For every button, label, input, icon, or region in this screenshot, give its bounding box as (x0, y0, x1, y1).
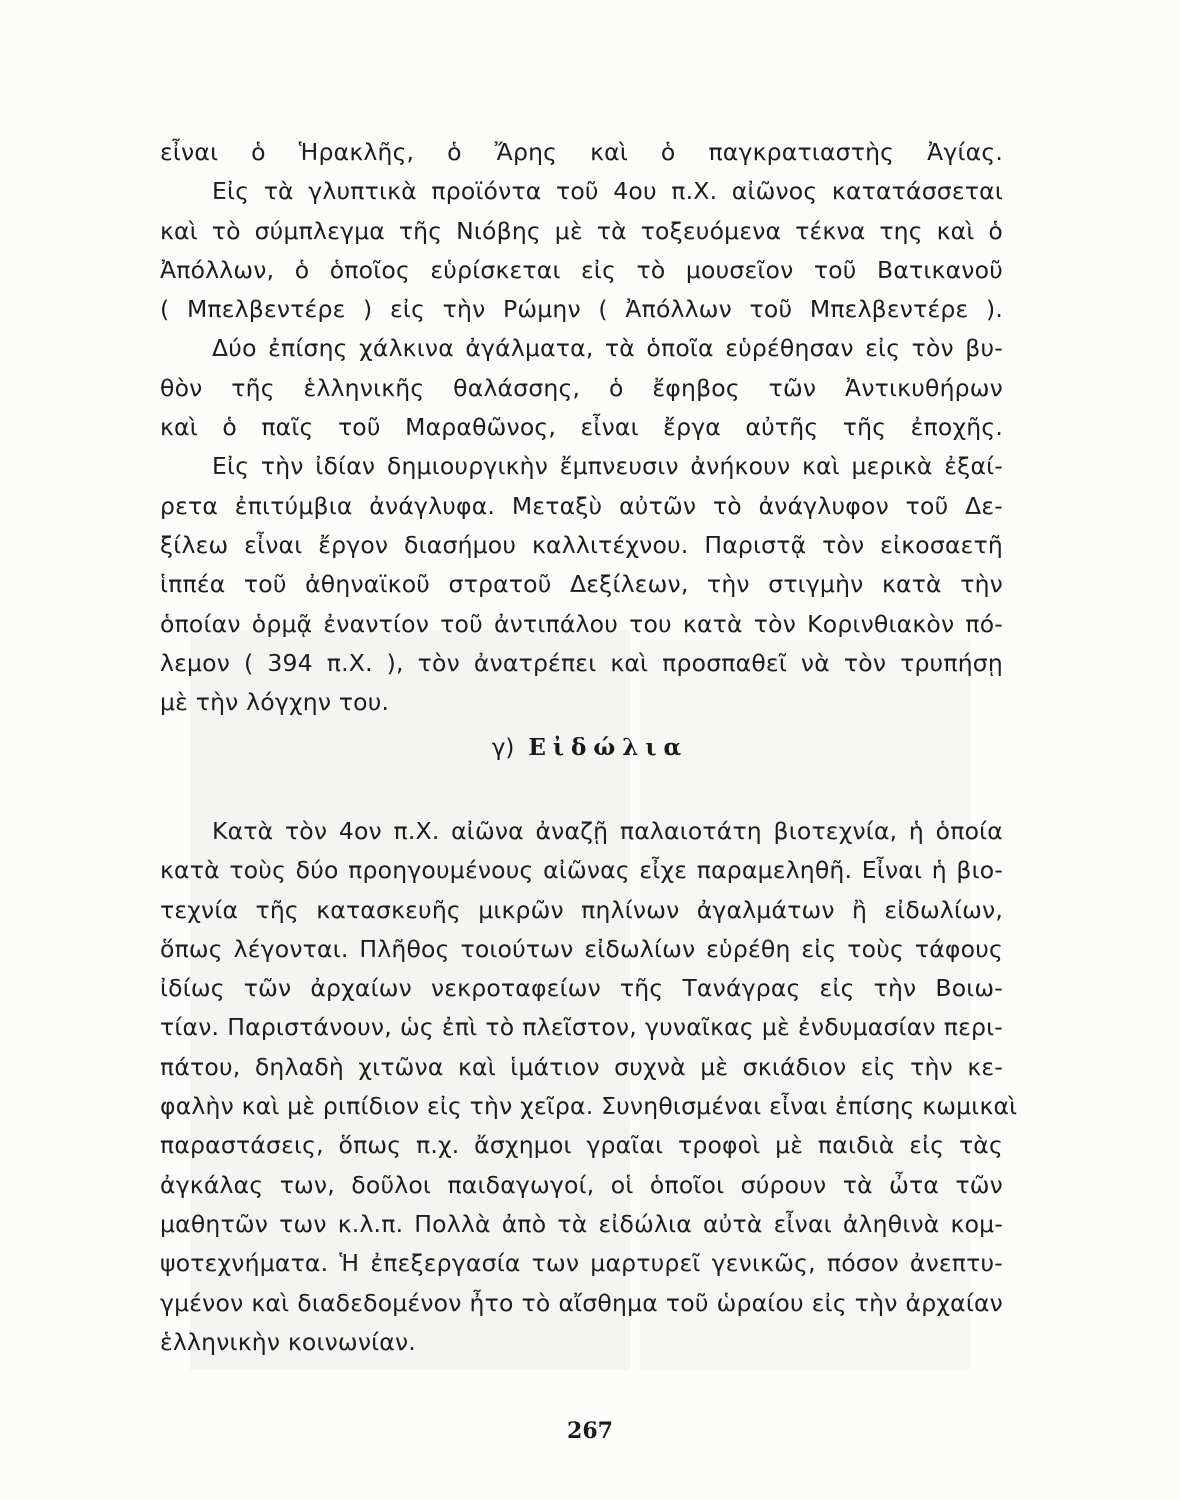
section-heading (0, 734, 1180, 761)
text-line: πάτου, δηλαδὴ χιτῶνα καὶ ἱμάτιον συχνὰ μὲ σκιάδιον εἰς τὴν κε- (160, 1052, 1003, 1081)
text-line: ἀγκάλας των, δοῦλοι παιδαγωγοί, οἱ ὁποῖοι σύρουν τὰ ὦτα τῶν (160, 1170, 1003, 1199)
text-line: κατὰ τοὺς δύο προηγουμένους αἰῶνας εἶχε παραμεληθῆ. Εἶναι ἡ βιο- (160, 856, 1003, 885)
text-line: Δύο ἐπίσης χάλκινα ἀγάλματα, τὰ ὁποῖα εὑρέθησαν εἰς τὸν βυ- (212, 334, 1003, 363)
text-line: θὸν τῆς ἑλληνικῆς θαλάσσης, ὁ ἔφηβος τῶν Ἀντικυθήρων (160, 373, 1003, 402)
text-line: μὲ τὴν λόγχην του. (160, 688, 390, 717)
paragraph-block-sculpture (160, 133, 1003, 722)
text-line: παραστάσεις, ὅπως π.χ. ἄσχημοι γραῖαι τροφοὶ μὲ παιδιὰ εἰς τὰς (160, 1131, 1003, 1160)
text-line: Εἰς τὴν ἰδίαν δημιουργικὴν ἔμπνευσιν ἀνήκουν καὶ μερικὰ ἐξαί- (212, 452, 1003, 481)
text-line: τεχνία τῆς κατασκευῆς μικρῶν πηλίνων ἀγαλμάτων ἢ εἰδωλίων, (160, 895, 1003, 924)
text-line: ὅπως λέγονται. Πλῆθος τοιούτων εἰδωλίων εὑρέθη εἰς τοὺς τάφους (160, 934, 1003, 963)
text-line: ξίλεω εἶναι ἔργον διασήμου καλλιτέχνου. Παριστᾷ τὸν εἰκοσαετῆ (160, 530, 1003, 559)
text-line: Εἰς τὰ γλυπτικὰ προϊόντα τοῦ 4ου π.Χ. αἰῶνος κατατάσσεται (212, 177, 1003, 206)
text-line: καὶ ὁ παῖς τοῦ Μαραθῶνος, εἶναι ἔργα αὐτῆς τῆς ἐποχῆς. (160, 413, 1003, 442)
page-number: 267 (567, 1418, 613, 1444)
text-line: ἑλληνικὴν κοινωνίαν. (160, 1327, 416, 1356)
section-heading-label: γ) (491, 735, 515, 761)
text-line: ἰδίως τῶν ἀρχαίων νεκροταφείων τῆς Τανάγρας εἰς τὴν Βοιω- (160, 974, 1003, 1003)
text-line: Κατὰ τὸν 4ον π.Χ. αἰῶνα ἀναζῇ παλαιοτάτη βιοτεχνία, ἡ ὁποία (212, 817, 1003, 845)
text-line: ἱππέα τοῦ ἀθηναϊκοῦ στρατοῦ Δεξίλεων, τὴν στιγμὴν κατὰ τὴν (160, 570, 1003, 599)
text-line: λεμον ( 394 π.Χ. ), τὸν ἀνατρέπει καὶ προσπαθεῖ νὰ τὸν τρυπήσῃ (160, 648, 1003, 677)
text-line: μαθητῶν των κ.λ.π. Πολλὰ ἀπὸ τὰ εἰδώλια αὐτὰ εἶναι ἀληθινὰ κομ- (160, 1209, 1003, 1238)
text-line: ρετα ἐπιτύμβια ἀνάγλυφα. Μεταξὺ αὐτῶν τὸ ἀνάγλυφον τοῦ Δε- (160, 491, 1003, 520)
text-line: ὁποίαν ὁρμᾷ ἐναντίον τοῦ ἀντιπάλου του κατὰ τὸν Κορινθιακὸν πό- (160, 609, 1003, 638)
text-line: γμένον καὶ διαδεδομένον ἦτο τὸ αἴσθημα τοῦ ὡραίου εἰς τὴν ἀρχαίαν (160, 1288, 1003, 1317)
paragraph-block-figurines (160, 812, 1018, 1362)
text-line: καὶ τὸ σύμπλεγμα τῆς Νιόβης μὲ τὰ τοξευόμενα τέκνα της καὶ ὁ (160, 216, 1003, 245)
text-line: Ἀπόλλων, ὁ ὁποῖος εὑρίσκεται εἰς τὸ μουσεῖον τοῦ Βατικανοῦ (160, 255, 1003, 284)
text-line: φαλὴν καὶ μὲ ριπίδιον εἰς τὴν χεῖρα. Συνηθισμέναι εἶναι ἐπίσης κωμικαὶ (160, 1092, 1018, 1121)
text-line: εἶναι ὁ Ἡρακλῆς, ὁ Ἄρης καὶ ὁ παγκρατιαστὴς Ἀγίας. (160, 138, 1003, 166)
text-line: ( Μπελβεντέρε ) εἰς τὴν Ρώμην ( Ἀπόλλων τοῦ Μπελβεντέρε ). (160, 295, 1003, 324)
text-line: τίαν. Παριστάνουν, ὡς ἐπὶ τὸ πλεῖστον, γυναῖκας μὲ ἐνδυμασίαν περι- (160, 1013, 1003, 1042)
section-heading-title: Εἰδώλια (528, 734, 689, 761)
text-line: ψοτεχνήματα. Ἡ ἐπεξεργασία των μαρτυρεῖ γενικῶς, πόσον ἀνεπτυ- (160, 1249, 1003, 1278)
